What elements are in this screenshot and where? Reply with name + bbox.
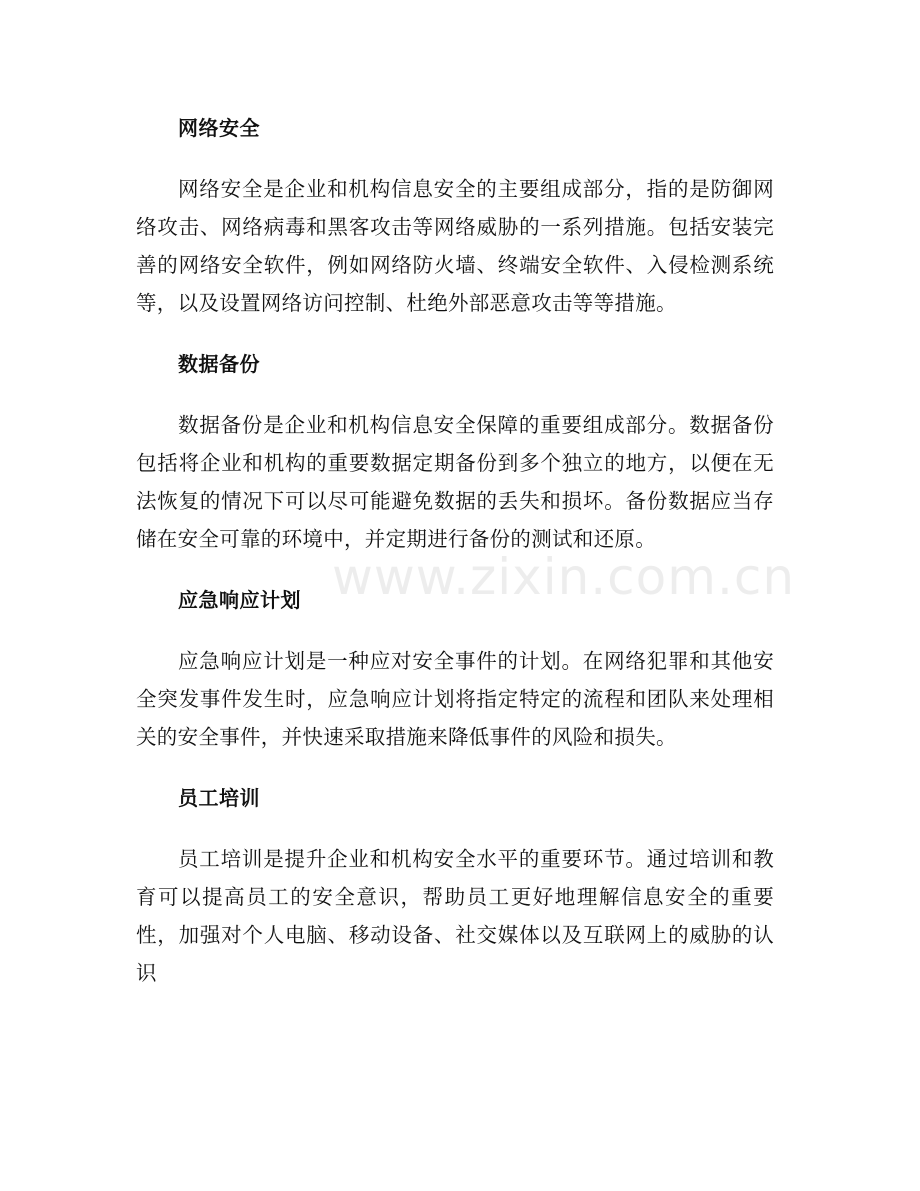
section-body-network-security: 网络安全是企业和机构信息安全的主要组成部分，指的是防御网络攻击、网络病毒和黑客攻击等网络威胁的一系列措施。包括安装完善的网络安全软件，例如网络防火墙、终端安全软件、入侵检测系统等，以及设置网络访问控制、杜绝外部恶意攻击等等措施。 (136, 177, 774, 315)
section-heading-emergency-response: 应急响应计划 (178, 588, 301, 612)
watermark: www.zixin.com.cn (332, 548, 796, 606)
document-content (136, 108, 774, 1014)
section-heading-network-security: 网络安全 (178, 116, 260, 140)
section-body-staff-training: 员工培训是提升企业和机构安全水平的重要环节。通过培训和教育可以提高员工的安全意识，帮助员工更好地理解信息安全的重要性，加强对个人电脑、移动设备、社交媒体以及互联网上的威胁的认识 (136, 847, 774, 985)
section-heading-data-backup: 数据备份 (178, 352, 260, 376)
section-body-data-backup: 数据备份是企业和机构信息安全保障的重要组成部分。数据备份包括将企业和机构的重要数据定期备份到多个独立的地方，以便在无法恢复的情况下可以尽可能避免数据的丢失和损坏。备份数据应当存储在安全可靠的环境中，并定期进行备份的测试和还原。 (136, 413, 774, 551)
section-body-emergency-response: 应急响应计划是一种应对安全事件的计划。在网络犯罪和其他安全突发事件发生时，应急响应计划将指定特定的流程和团队来处理相关的安全事件，并快速采取措施来降低事件的风险和损失。 (136, 649, 774, 749)
section-heading-staff-training: 员工培训 (178, 786, 260, 810)
